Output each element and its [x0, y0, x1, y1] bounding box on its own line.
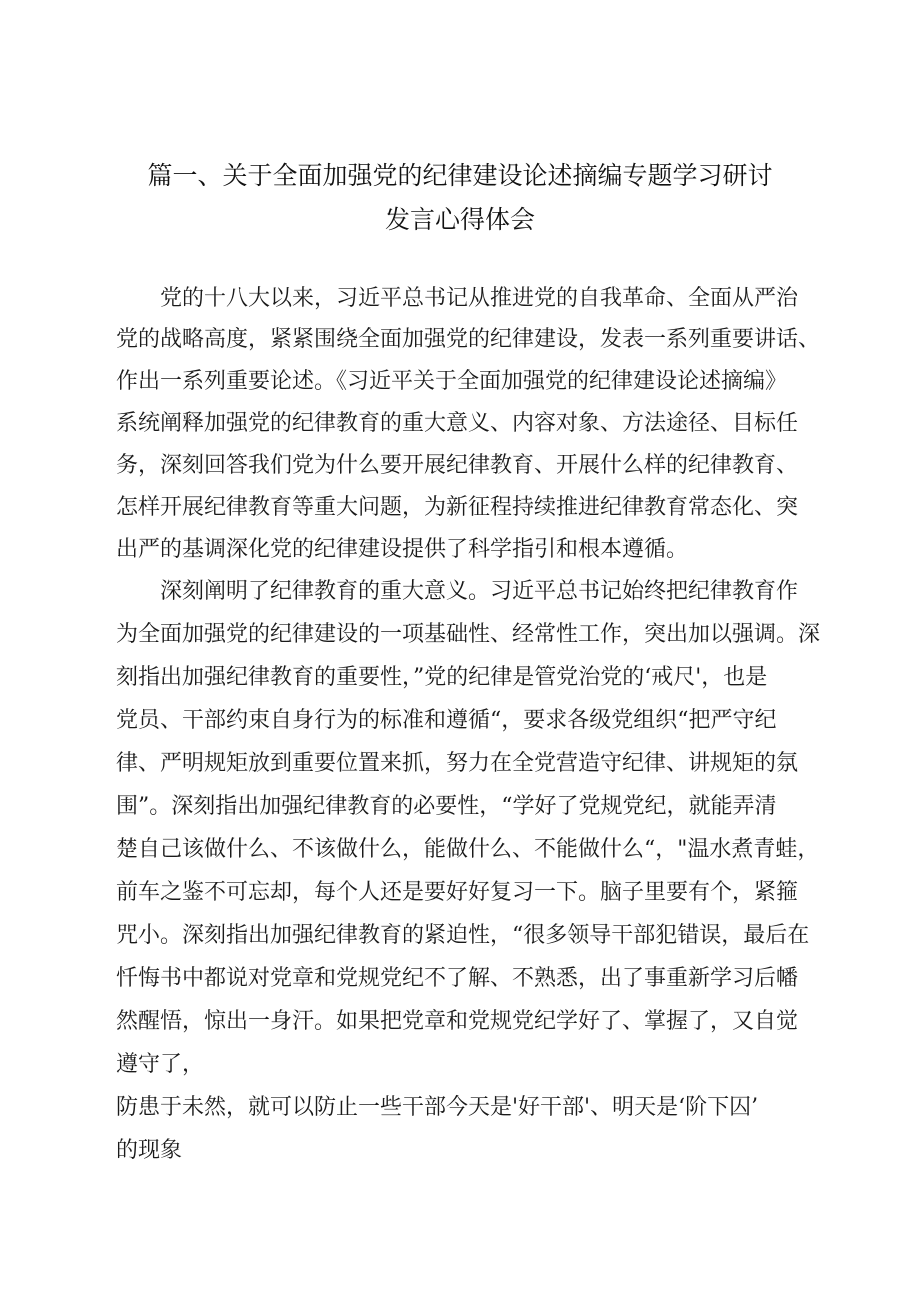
body-line: 作出一系列重要论述。《习近平关于全面加强党的纪律建设论述摘编》	[116, 369, 788, 394]
document-title-line-2: 发言心得体会	[384, 205, 535, 234]
body-line: 遵守了，	[116, 1052, 205, 1077]
body-line: 忏悔书中都说对党章和党规党纪不了解、不熟悉，出了事重新学习后幡	[116, 966, 799, 991]
body-line: 围”。深刻指出加强纪律教育的必要性，“学好了党规党纪，就能弄清	[116, 794, 777, 819]
body-line: 律、严明规矩放到重要位置来抓，努力在全党营造守纪律、讲规矩的氛	[116, 751, 799, 776]
body-line: 务，深刻回答我们党为什么要开展纪律教育、开展什么样的纪律教育、	[116, 453, 799, 478]
body-line: 深刻阐明了纪律教育的重大意义。习近平总书记始终把纪律教育作	[116, 579, 799, 604]
body-line: 的现象	[116, 1138, 183, 1163]
body-line: 怎样开展纪律教育等重大问题，为新征程持续推进纪律教育常态化、突	[116, 495, 799, 520]
body-line: 前车之鉴不可忘却，每个人还是要好好复习一下。脑子里要有个，紧箍	[116, 880, 799, 905]
body-line: 为全面加强党的纪律建设的一项基础性、经常性工作，突出加以强调。深	[116, 622, 821, 647]
body-line: 刻指出加强纪律教育的重要性，”党的纪律是管党治党的‘戒尺'，也是	[116, 665, 768, 690]
body-line: 党员、干部约束自身行为的标准和遵循“，要求各级党组织“把严守纪	[116, 708, 777, 733]
body-line: 咒小。深刻指出加强纪律教育的紧迫性，“很多领导干部犯错误，最后在	[116, 923, 810, 948]
document-title-line-1: 篇一、关于全面加强党的纪律建设论述摘编专题学习研讨	[147, 161, 773, 190]
body-line: 防患于未然，就可以防止一些干部今天是'好干部'、明天是‘阶下囚’	[116, 1095, 759, 1120]
body-line: 然醒悟，惊出一身汗。如果把党章和党规党纪学好了、掌握了，又自觉	[116, 1009, 799, 1034]
body-line: 系统阐释加强党的纪律教育的重大意义、内容对象、方法途径、目标任	[116, 411, 799, 436]
body-line: 楚自己该做什么、不该做什么，能做什么、不能做什么“，"温水煮青蛙，	[116, 837, 820, 862]
body-line: 党的战略高度，紧紧围绕全面加强党的纪律建设，发表一系列重要讲话、	[116, 327, 821, 352]
body-line: 出严的基调深化党的纪律建设提供了科学指引和根本遵循。	[116, 537, 689, 562]
body-line: 党的十八大以来，习近平总书记从推进党的自我革命、全面从严治	[116, 286, 799, 311]
